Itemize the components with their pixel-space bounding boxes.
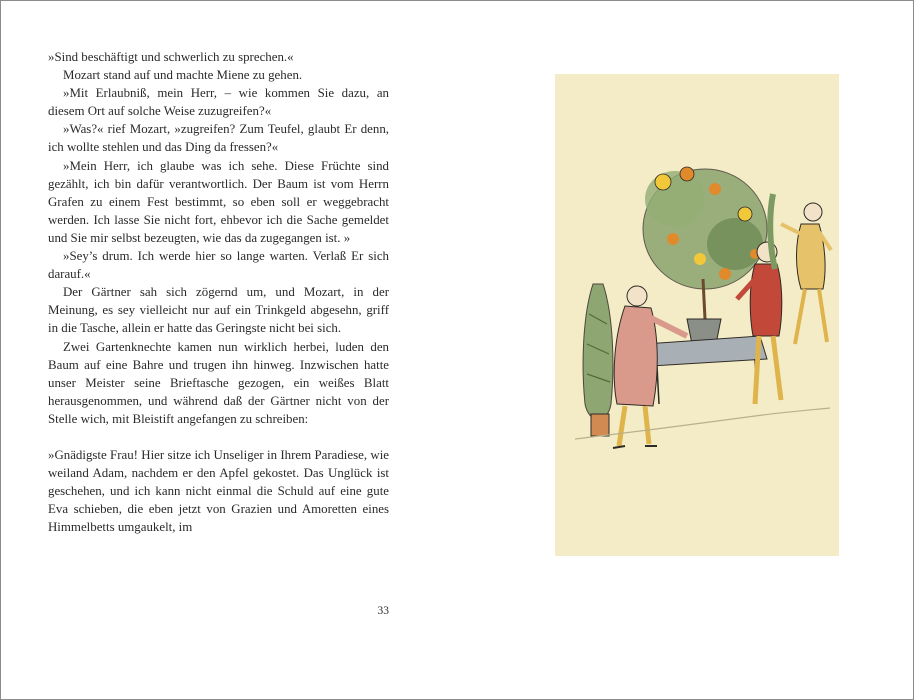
paragraph-1: »Sind beschäftigt und schwerlich zu sprechen.« <box>48 50 294 64</box>
paragraph-2: Mozart stand auf und machte Miene zu gehen. <box>63 68 303 83</box>
illustration-drawing <box>555 74 839 556</box>
paragraph-6: »Sey’s drum. Ich werde hier so lange warten. Verlaß Er sich darauf.« <box>48 249 389 282</box>
left-tree <box>583 284 613 436</box>
paragraph-5: »Mein Herr, ich glaube was ich sehe. Diese Früchte sind gezählt, ich bin dafür verantwortlich. Der Baum ist vom Herrn Grafen zu einem Fest bestimmt, so eben soll er weggebracht werden. Ich lasse Sie nicht fort, ehbevor ich die Sache gemeldet und Sie mir selbst bezeugten, wie das da zugegangen ist. » <box>48 158 389 245</box>
ground-line <box>575 408 830 439</box>
figure-pink-coat <box>613 286 687 448</box>
paragraph-3: »Mit Erlaubniß, mein Herr, – wie kommen Sie dazu, an diesem Ort auf solche Weise zuzugreifen?« <box>48 86 389 119</box>
paragraph-7: Der Gärtner sah sich zögernd um, und Mozart, in der Meinung, es sey vielleicht nur auf ein Trinkgeld abgesehn, griff in die Tasche, allein er hatte das Geringste nicht bei sich. <box>48 285 389 336</box>
text-column <box>48 48 389 536</box>
letter-paragraph: »Gnädigste Frau! Hier sitze ich Unseliger in Ihrem Paradiese, wie weiland Adam, nachdem er den Apfel gekostet. Das Unglück ist geschehen, und ich kann nicht einmal die Schuld auf eine gute Eva schieben, die eben jetzt von Grazien und Amoretten eines Himmelbetts umgaukelt, im <box>48 447 389 535</box>
paragraph-8: Zwei Gartenknechte kamen nun wirklich herbei, luden den Baum auf eine Bahre und trugen ihn hinweg. Inzwischen hatte unser Meister seine Brieftasche gezogen, ein weißes Blatt herausgenommen, und während daß der Gärtner nicht von der Stelle wich, mit Bleistift angefangen zu schreiben: <box>48 339 389 426</box>
table <box>645 336 767 404</box>
watercolor-illustration <box>555 74 839 556</box>
page-number: 33 <box>377 605 389 617</box>
paragraph-4: »Was?« rief Mozart, »zugreifen? Zum Teufel, glaubt Er denn, ich wollte stehlen und das Ding da fressen?« <box>48 122 389 155</box>
